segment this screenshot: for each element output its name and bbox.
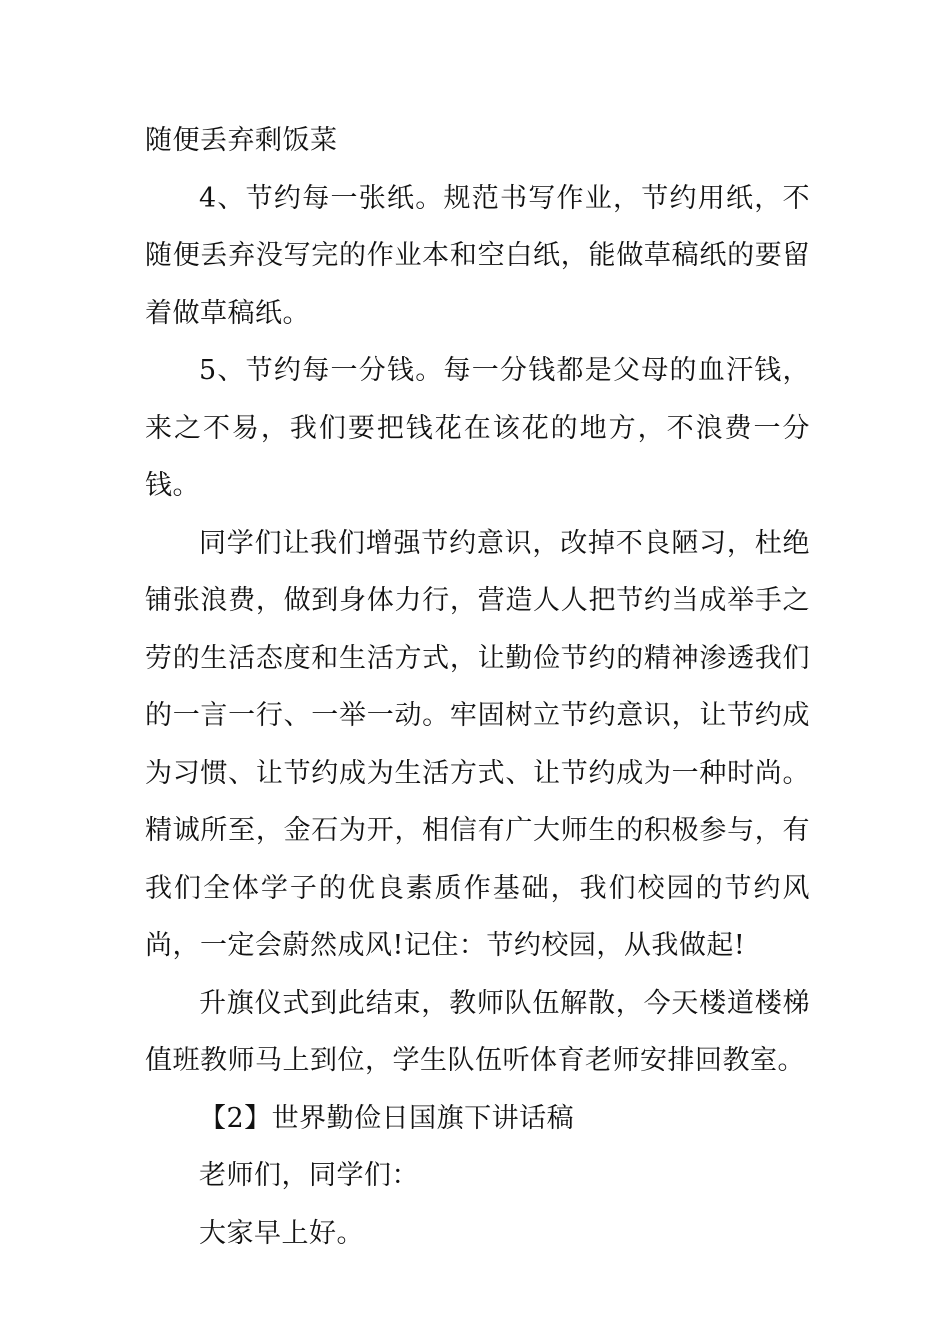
paragraph-save-money: 5、节约每一分钱。每一分钱都是父母的血汗钱，来之不易，我们要把钱花在该花的地方，不浪费一分钱。 bbox=[145, 355, 810, 501]
paragraph-save-paper: 4、节约每一张纸。规范书写作业，节约用纸，不随便丢弃没写完的作业本和空白纸，能做草稿纸的要留着做草稿纸。 bbox=[145, 182, 810, 329]
greeting: 大家早上好。 bbox=[199, 1217, 364, 1249]
paragraph-appeal: 同学们让我们增强节约意识，改掉不良陋习，杜绝铺张浪费，做到身体力行，营造人人把节约当成举手之劳的生活态度和生活方式，让勤俭节约的精神渗透我们的一言一行、一举一动。牢固树立节约意识，让节约成为习惯、让节约成为生活方式、让节约成为一种时尚。 精诚所至，金石为开，相信有广大师生的积极参与，有我们全体学子的优良素质作基础，我们校园的节约风尚，一定会蔚然成风!记住：节约校园，从我做起! bbox=[145, 527, 810, 961]
salutation: 老师们，同学们： bbox=[199, 1160, 419, 1191]
section-heading: 【2】世界勤俭日国旗下讲话稿 bbox=[199, 1102, 575, 1134]
document-body bbox=[145, 112, 810, 1262]
paragraph-continuation: 随便丢弃剩饭菜 bbox=[145, 125, 338, 156]
paragraph-ceremony-end: 升旗仪式到此结束，教师队伍解散，今天楼道楼梯值班教师马上到位，学生队伍听体育老师安排回教室。 bbox=[145, 987, 810, 1076]
